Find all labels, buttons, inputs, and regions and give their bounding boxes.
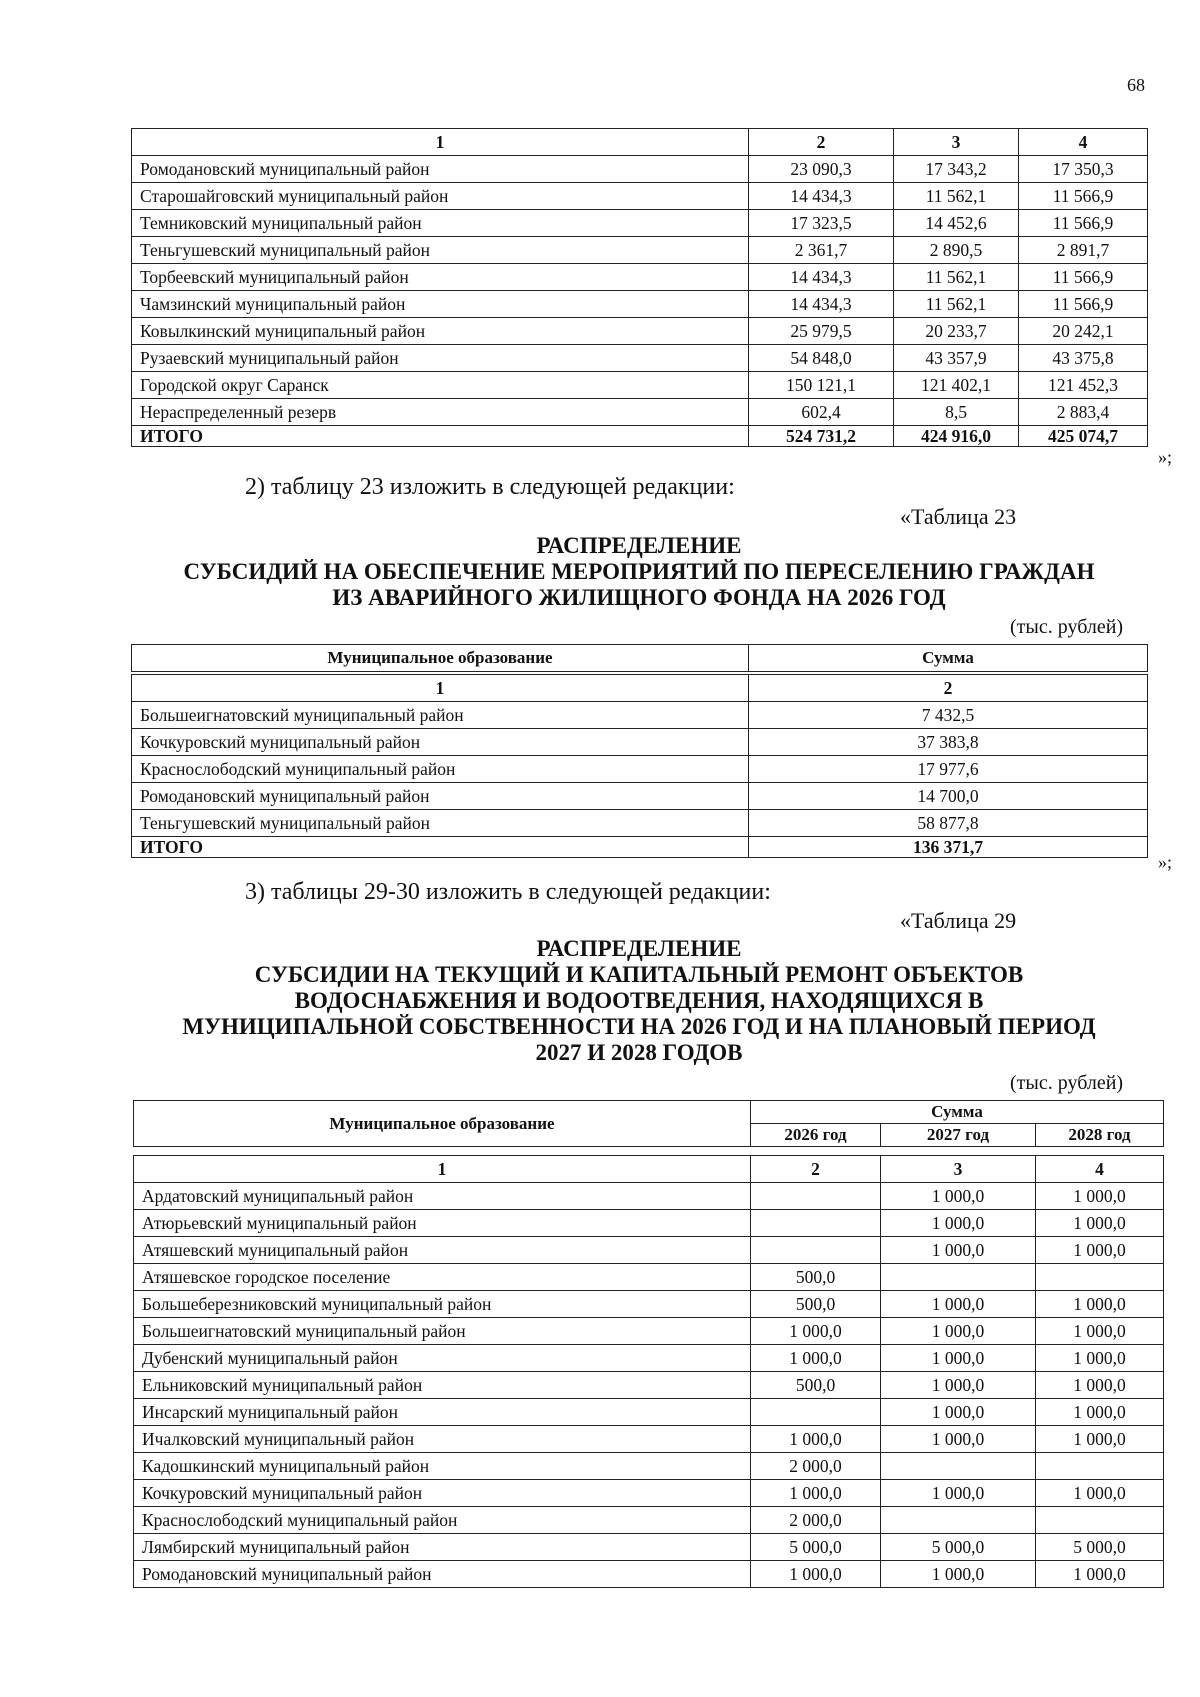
table-row [134,1210,1164,1237]
title-line: РАСПРЕДЕЛЕНИЕ [536,533,742,558]
table-row [134,1372,1164,1399]
table-row [132,345,1148,372]
title-line: МУНИЦИПАЛЬНОЙ СОБСТВЕННОСТИ НА 2026 ГОД И НА ПЛАНОВЫЙ ПЕРИОД [182,1014,1096,1039]
table-29 [133,1155,1164,1588]
table-row [134,1291,1164,1318]
municipality-cell: Ичалковский муниципальный район [134,1426,751,1453]
value-cell: 1 000,0 [1036,1183,1164,1210]
value-cell: 136 371,7 [749,837,1148,858]
value-cell: 2 890,5 [894,237,1019,264]
value-cell: 20 242,1 [1019,318,1148,345]
value-cell: 1 000,0 [1036,1372,1164,1399]
table-row [134,1534,1164,1561]
header-row [134,1101,1164,1124]
municipality-cell: Нераспределенный резерв [132,399,749,426]
table-row [132,183,1148,210]
value-cell: 14 452,6 [894,210,1019,237]
table-row [134,1345,1164,1372]
col-num: 2 [749,129,894,156]
value-cell: 1 000,0 [1036,1237,1164,1264]
units-label: (тыс. рублей) [1010,1072,1124,1094]
value-cell: 150 121,1 [749,372,894,399]
value-cell [881,1507,1036,1534]
value-cell: 500,0 [751,1372,881,1399]
municipality-cell: Большеберезниковский муниципальный район [134,1291,751,1318]
municipality-cell: Атяшевский муниципальный район [134,1237,751,1264]
value-cell: 1 000,0 [881,1318,1036,1345]
municipality-cell: Чамзинский муниципальный район [132,291,749,318]
value-cell [1036,1507,1164,1534]
value-cell: 1 000,0 [1036,1291,1164,1318]
municipality-cell: Старошайговский муниципальный район [132,183,749,210]
table-row [132,318,1148,345]
header-municipality: Муниципальное образование [132,645,749,672]
value-cell: 524 731,2 [749,426,894,447]
table-row [132,783,1148,810]
table-label: «Таблица 29 [900,908,1017,933]
value-cell: 1 000,0 [881,1561,1036,1588]
value-cell: 121 402,1 [894,372,1019,399]
title-line: ИЗ АВАРИЙНОГО ЖИЛИЩНОГО ФОНДА НА 2026 ГОД [332,585,946,610]
instruction-text: 3) таблицы 29-30 изложить в следующей редакции: [245,879,771,905]
value-cell: 500,0 [751,1264,881,1291]
table-row [132,264,1148,291]
municipality-cell: Кочкуровский муниципальный район [132,729,749,756]
table-title [131,936,1147,1066]
value-cell: 2 000,0 [751,1507,881,1534]
value-cell: 602,4 [749,399,894,426]
value-cell: 1 000,0 [751,1345,881,1372]
col-num: 4 [1036,1156,1164,1183]
table-row [132,210,1148,237]
value-cell: 25 979,5 [749,318,894,345]
value-cell: 17 343,2 [894,156,1019,183]
header-row [132,645,1148,672]
municipality-cell: Ромодановский муниципальный район [132,156,749,183]
table-row [134,1237,1164,1264]
value-cell: 11 562,1 [894,291,1019,318]
municipality-cell: ИТОГО [132,837,749,858]
table-title [131,533,1147,611]
value-cell: 1 000,0 [881,1183,1036,1210]
municipality-cell: Теньгушевский муниципальный район [132,237,749,264]
value-cell: 1 000,0 [1036,1426,1164,1453]
value-cell: 11 566,9 [1019,183,1148,210]
value-cell [751,1237,881,1264]
value-cell: 1 000,0 [1036,1345,1164,1372]
municipality-cell: Дубенский муниципальный район [134,1345,751,1372]
value-cell: 424 916,0 [894,426,1019,447]
value-cell: 14 434,3 [749,183,894,210]
value-cell: 2 361,7 [749,237,894,264]
value-cell: 5 000,0 [751,1534,881,1561]
value-cell: 11 562,1 [894,183,1019,210]
value-cell: 11 562,1 [894,264,1019,291]
municipality-cell: Атяшевское городское поселение [134,1264,751,1291]
value-cell: 1 000,0 [1036,1210,1164,1237]
title-line: СУБСИДИИ НА ТЕКУЩИЙ И КАПИТАЛЬНЫЙ РЕМОНТ ОБЪЕКТОВ [254,962,1024,987]
municipality-cell: Рузаевский муниципальный район [132,345,749,372]
value-cell: 1 000,0 [881,1480,1036,1507]
municipality-cell: Лямбирский муниципальный район [134,1534,751,1561]
value-cell [1036,1453,1164,1480]
value-cell: 1 000,0 [751,1480,881,1507]
units-label: (тыс. рублей) [1010,616,1124,638]
value-cell: 14 434,3 [749,264,894,291]
value-cell: 1 000,0 [751,1318,881,1345]
table-row [134,1318,1164,1345]
municipality-cell: Инсарский муниципальный район [134,1399,751,1426]
municipality-cell: Ромодановский муниципальный район [134,1561,751,1588]
col-num: 4 [1019,129,1148,156]
value-cell: 14 434,3 [749,291,894,318]
column-number-row [134,1156,1164,1183]
value-cell: 121 452,3 [1019,372,1148,399]
value-cell: 5 000,0 [881,1534,1036,1561]
value-cell: 1 000,0 [751,1561,881,1588]
header-2028: 2028 год [1036,1124,1164,1147]
table-row [132,372,1148,399]
col-num: 1 [132,675,749,702]
value-cell [751,1183,881,1210]
title-line: ВОДОСНАБЖЕНИЯ И ВОДООТВЕДЕНИЯ, НАХОДЯЩИХСЯ В [294,988,984,1013]
municipality-cell: Атюрьевский муниципальный район [134,1210,751,1237]
table-row [132,399,1148,426]
table-row [134,1183,1164,1210]
value-cell: 500,0 [751,1291,881,1318]
closing-quote: »; [1158,852,1173,872]
value-cell: 1 000,0 [1036,1399,1164,1426]
value-cell: 1 000,0 [1036,1480,1164,1507]
column-number-row [132,129,1148,156]
table-row [134,1507,1164,1534]
title-line: 2027 И 2028 ГОДОВ [535,1040,743,1065]
municipality-cell: Теньгушевский муниципальный район [132,810,749,837]
value-cell: 54 848,0 [749,345,894,372]
value-cell: 17 350,3 [1019,156,1148,183]
value-cell: 5 000,0 [1036,1534,1164,1561]
municipality-cell: Большеигнатовский муниципальный район [134,1318,751,1345]
table-row [134,1453,1164,1480]
municipality-cell: Торбеевский муниципальный район [132,264,749,291]
value-cell: 2 883,4 [1019,399,1148,426]
municipality-cell: Темниковский муниципальный район [132,210,749,237]
value-cell: 1 000,0 [881,1237,1036,1264]
col-num: 1 [134,1156,751,1183]
value-cell: 1 000,0 [1036,1318,1164,1345]
table-row [132,291,1148,318]
municipality-cell: Ельниковский муниципальный район [134,1372,751,1399]
table-row [134,1480,1164,1507]
value-cell: 11 566,9 [1019,291,1148,318]
table-label: «Таблица 23 [900,504,1017,529]
value-cell: 7 432,5 [749,702,1148,729]
header-2026: 2026 год [751,1124,881,1147]
value-cell: 1 000,0 [881,1345,1036,1372]
total-row [132,426,1148,447]
value-cell: 14 700,0 [749,783,1148,810]
value-cell: 23 090,3 [749,156,894,183]
table-row [132,156,1148,183]
table-row [132,237,1148,264]
value-cell: 43 357,9 [894,345,1019,372]
value-cell [881,1264,1036,1291]
closing-quote: »; [1158,447,1173,467]
municipality-cell: Ковылкинский муниципальный район [132,318,749,345]
header-2027: 2027 год [881,1124,1036,1147]
table-row [134,1264,1164,1291]
value-cell: 425 074,7 [1019,426,1148,447]
value-cell: 1 000,0 [881,1210,1036,1237]
table-row [132,729,1148,756]
table-23 [131,674,1148,858]
table-row [134,1426,1164,1453]
value-cell: 8,5 [894,399,1019,426]
title-line: РАСПРЕДЕЛЕНИЕ [536,936,742,961]
table-prev [131,128,1148,447]
col-num: 1 [132,129,749,156]
municipality-cell: Большеигнатовский муниципальный район [132,702,749,729]
total-row [132,837,1148,858]
col-num: 3 [881,1156,1036,1183]
value-cell: 20 233,7 [894,318,1019,345]
header-sum: Сумма [751,1101,1164,1124]
table-29-header [133,1100,1164,1147]
municipality-cell: Кочкуровский муниципальный район [134,1480,751,1507]
value-cell [881,1453,1036,1480]
table-row [134,1399,1164,1426]
value-cell: 37 383,8 [749,729,1148,756]
municipality-cell: Краснослободский муниципальный район [132,756,749,783]
value-cell: 11 566,9 [1019,210,1148,237]
title-line: СУБСИДИЙ НА ОБЕСПЕЧЕНИЕ МЕРОПРИЯТИЙ ПО ПЕРЕСЕЛЕНИЮ ГРАЖДАН [183,559,1095,584]
municipality-cell: Ромодановский муниципальный район [132,783,749,810]
value-cell: 1 000,0 [881,1426,1036,1453]
value-cell [751,1399,881,1426]
municipality-cell: Городской округ Саранск [132,372,749,399]
header-sum: Сумма [749,645,1148,672]
municipality-cell: ИТОГО [132,426,749,447]
value-cell: 1 000,0 [1036,1561,1164,1588]
value-cell: 2 000,0 [751,1453,881,1480]
page-number: 68 [1127,75,1145,95]
value-cell [1036,1264,1164,1291]
table-row [132,810,1148,837]
value-cell: 1 000,0 [881,1399,1036,1426]
value-cell: 58 877,8 [749,810,1148,837]
col-num: 2 [749,675,1148,702]
value-cell: 1 000,0 [751,1426,881,1453]
value-cell: 17 323,5 [749,210,894,237]
column-number-row [132,675,1148,702]
table-row [134,1561,1164,1588]
value-cell: 43 375,8 [1019,345,1148,372]
table-23-header [131,644,1148,672]
value-cell: 11 566,9 [1019,264,1148,291]
col-num: 2 [751,1156,881,1183]
municipality-cell: Ардатовский муниципальный район [134,1183,751,1210]
col-num: 3 [894,129,1019,156]
table-row [132,756,1148,783]
municipality-cell: Кадошкинский муниципальный район [134,1453,751,1480]
value-cell [751,1210,881,1237]
value-cell: 17 977,6 [749,756,1148,783]
value-cell: 1 000,0 [881,1372,1036,1399]
value-cell: 1 000,0 [881,1291,1036,1318]
header-municipality: Муниципальное образование [134,1101,751,1147]
table-row [132,702,1148,729]
municipality-cell: Краснослободский муниципальный район [134,1507,751,1534]
value-cell: 2 891,7 [1019,237,1148,264]
instruction-text: 2) таблицу 23 изложить в следующей редакции: [245,474,735,500]
